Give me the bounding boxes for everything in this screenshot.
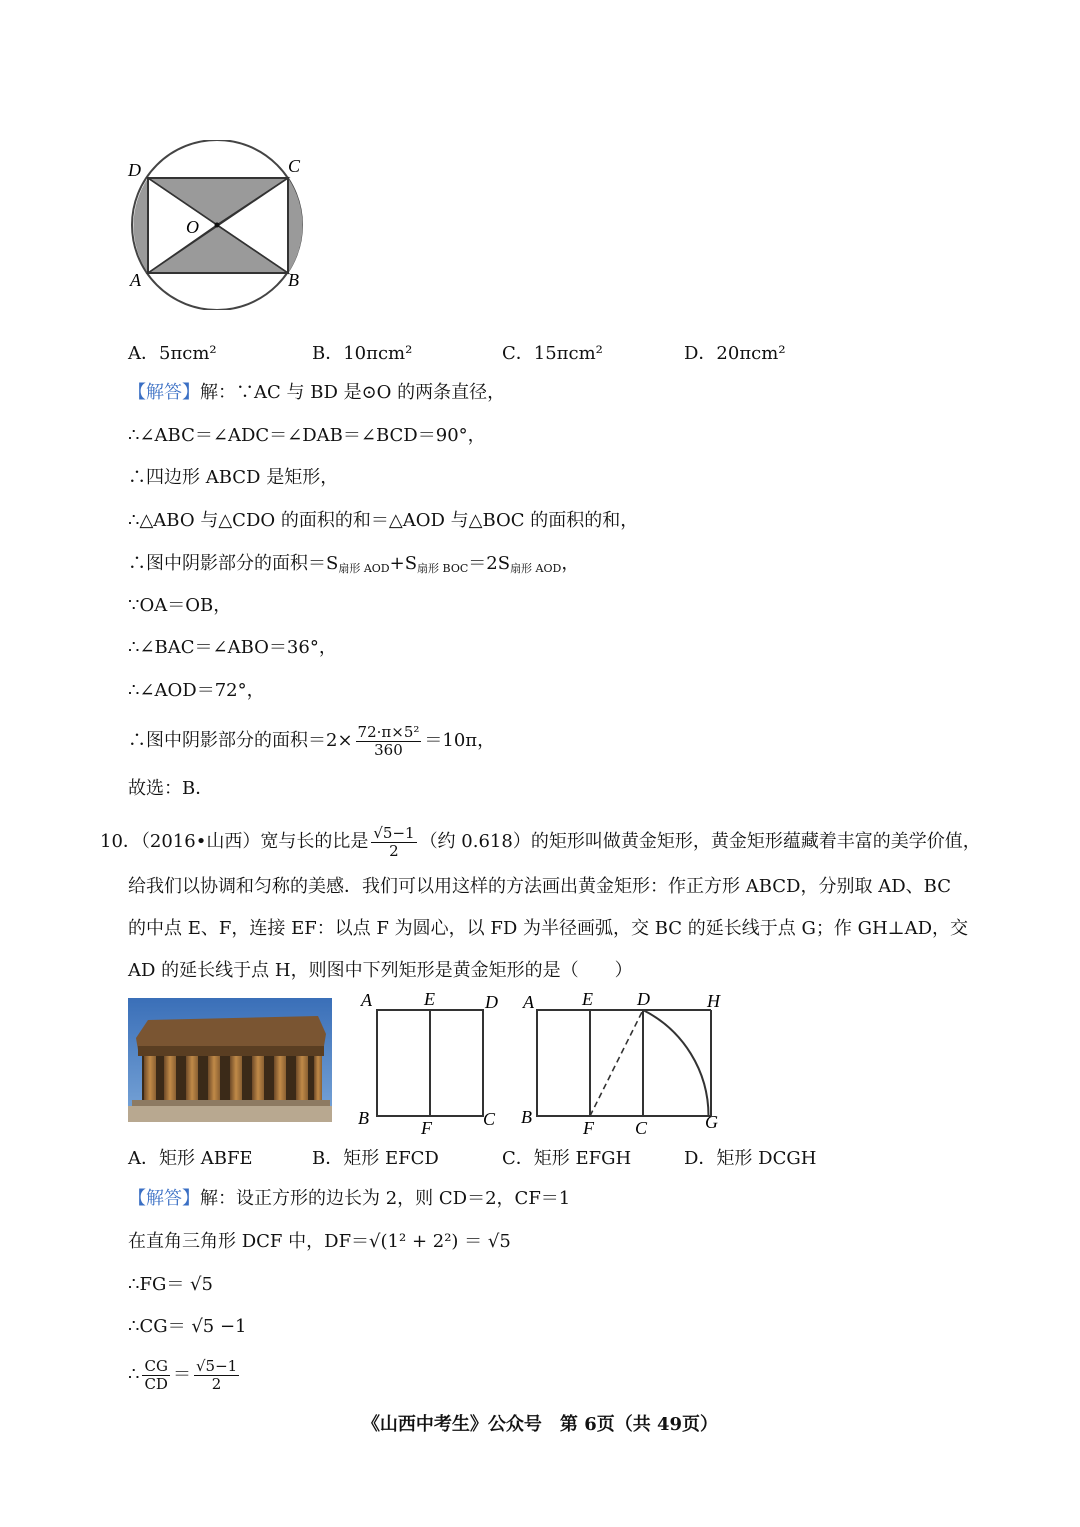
q9-option-b[interactable]: B．10πcm² (312, 343, 413, 364)
q9-solution-line-9 (128, 720, 495, 762)
q10-solution-line-4: ∴CG＝ √5 −1 (128, 1316, 247, 1337)
q9-solution-tag: 【解答】 (128, 382, 200, 403)
q9-fraction-numerator: 72·π×5² (357, 722, 420, 741)
q9-sub-sector-aod: 扇形 AOD (338, 562, 390, 575)
q10-result-denominator: 2 (211, 1374, 222, 1393)
fig1-label-b: B (358, 1108, 369, 1128)
q9-plus-s: +S (389, 553, 418, 574)
q9-solution-line-5 (128, 551, 579, 582)
fig1-label-a: A (361, 990, 372, 1010)
q9-option-d[interactable]: D．20πcm² (684, 343, 786, 364)
q9-fraction-denominator: 360 (374, 740, 403, 759)
q10-stem-line-3: 的中点 E、F，连接 EF：以点 F 为圆心，以 FD 为半径画弧，交 BC 的延长线于点 G；作 GH⊥AD，交 (128, 918, 969, 939)
q9-final-result: ＝10π， (424, 730, 496, 751)
parthenon-photo (128, 998, 332, 1122)
q10-equals: ＝ (172, 1364, 191, 1385)
fig2-label-c: C (635, 1118, 648, 1138)
label-a: A (130, 270, 141, 290)
label-c: C (288, 156, 301, 176)
fig2-label-d: D (637, 989, 650, 1009)
fig1-label-f: F (421, 1118, 432, 1138)
q9-solution-text-1: 解：∵AC 与 BD 是⊙O 的两条直径， (200, 382, 506, 403)
q10-solution-text-1: 解：设正方形的边长为 2，则 CD＝2，CF＝1 (200, 1188, 571, 1209)
label-o: O (186, 217, 199, 237)
q10-cg: CG (142, 1358, 170, 1376)
center-point (215, 223, 220, 228)
q10-ratio-denominator: 2 (389, 841, 399, 860)
q9-option-c[interactable]: C．15πcm² (502, 343, 603, 364)
q9-area-text: ∴图中阴影部分的面积＝S (128, 553, 339, 574)
q10-solution-line-1 (128, 1186, 570, 1212)
shaded-arc-right (288, 178, 303, 273)
q10-option-b[interactable]: B．矩形 EFCD (312, 1148, 439, 1169)
q9-solution-line-3: ∴四边形 ABCD 是矩形， (128, 467, 339, 488)
q10-option-a[interactable]: A．矩形 ABFE (128, 1148, 253, 1169)
q9-circle-figure (120, 140, 320, 310)
q9-solution-line-6: ∵OA＝OB， (128, 595, 232, 616)
q10-option-c[interactable]: C．矩形 EFGH (502, 1148, 632, 1169)
q10-solution-line-5 (128, 1352, 242, 1398)
q10-golden-ratio-fraction (371, 825, 416, 860)
fig1-label-d: D (485, 992, 498, 1012)
label-d: D (128, 160, 141, 180)
fig2-label-h: H (707, 991, 720, 1011)
arc-dg (643, 1010, 709, 1116)
fig2-label-e: E (582, 989, 593, 1009)
fig1-label-c: C (483, 1109, 496, 1129)
q9-fraction (356, 724, 422, 759)
fig2-label-b: B (521, 1107, 532, 1127)
q10-stem-line-1 (100, 818, 981, 866)
q10-option-d[interactable]: D．矩形 DCGH (684, 1148, 817, 1169)
fig2-label-g: G (705, 1112, 718, 1132)
q10-result-numerator: √5−1 (195, 1356, 238, 1375)
q10-solution-line-3: ∴FG＝ √5 (128, 1274, 213, 1295)
q10-solution-line-2: 在直角三角形 DCF 中，DF＝√(1² + 2²) ＝ √5 (128, 1231, 511, 1252)
q10-golden-rectangle-figure (515, 988, 735, 1138)
label-b: B (288, 270, 299, 290)
fig1-label-e: E (424, 989, 435, 1009)
q10-stem-line-4: AD 的延长线于点 H，则图中下列矩形是黄金矩形的是（ ） (128, 960, 633, 981)
q10-cg-cd-fraction (142, 1358, 170, 1393)
q10-stem-prefix: 10．（2016•山西）宽与长的比是 (100, 831, 369, 852)
q9-sub-sector-aod-2: 扇形 AOD (510, 562, 562, 575)
page-footer: 《山西中考生》公众号 第 6页（共 49页） (361, 1414, 719, 1435)
fig2-label-a: A (523, 992, 534, 1012)
q10-square-figure (355, 988, 505, 1138)
q10-cd: CD (144, 1374, 168, 1393)
q9-solution-line-4: ∴△ABO 与△CDO 的面积的和＝△AOD 与△BOC 的面积的和， (128, 510, 639, 531)
q10-ratio-numerator: √5−1 (373, 823, 415, 842)
q9-solution-line-8: ∴∠AOD＝72°， (128, 680, 265, 701)
q9-option-a[interactable]: A．5πcm² (128, 343, 217, 364)
q9-solution-line-10: 故选：B． (128, 778, 214, 799)
q10-stem-line-2: 给我们以协调和匀称的美感．我们可以用这样的方法画出黄金矩形：作正方形 ABCD，分别取 AD、BC (128, 876, 951, 897)
q9-sub-sector-boc: 扇形 BOC (417, 562, 469, 575)
q10-therefore: ∴ (128, 1364, 140, 1385)
fig2-label-f: F (583, 1118, 594, 1138)
dashed-segment-fd (590, 1010, 643, 1116)
q9-final-text: ∴图中阴影部分的面积＝2× (128, 730, 353, 751)
q10-solution-tag: 【解答】 (128, 1188, 200, 1209)
q9-comma: ， (561, 553, 580, 574)
q9-solution-line-2: ∴∠ABC＝∠ADC＝∠DAB＝∠BCD＝90°， (128, 425, 486, 446)
q9-solution-line-7: ∴∠BAC＝∠ABO＝36°， (128, 637, 337, 658)
q9-equals-2s: ＝2S (468, 553, 511, 574)
q9-solution-line-1 (128, 380, 505, 406)
q10-result-fraction (194, 1358, 239, 1393)
shaded-arc-left (133, 178, 148, 273)
q10-stem-suffix: （约 0.618）的矩形叫做黄金矩形，黄金矩形蕴藏着丰富的美学价值， (419, 831, 981, 852)
